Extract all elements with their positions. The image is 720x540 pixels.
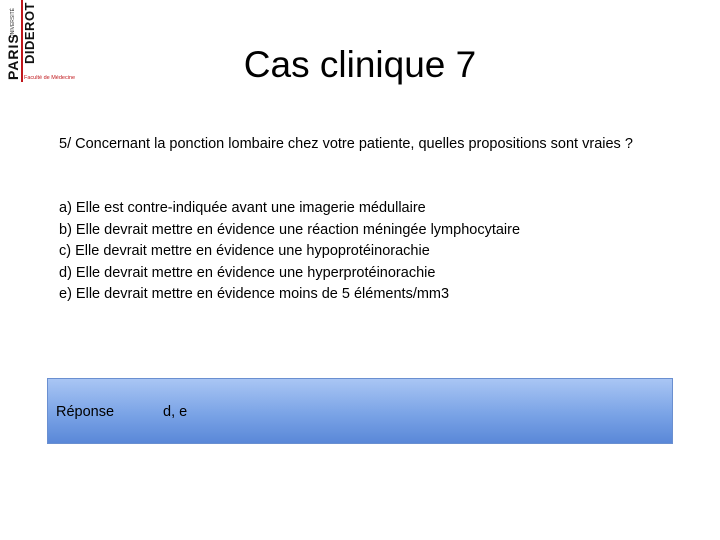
- option-e: e) Elle devrait mettre en évidence moins de 5 éléments/mm3: [59, 286, 450, 302]
- paris-diderot-logo: [2, 0, 82, 86]
- logo-word-paris: PARIS: [5, 33, 21, 80]
- answer-label: Réponse: [56, 404, 115, 420]
- question-line: 5/ Concernant la ponction lombaire chez votre patiente, quelles propositions sont vraies ?: [59, 136, 633, 152]
- question-text: [59, 134, 679, 154]
- logo-word-diderot: DIDEROT: [22, 2, 37, 64]
- option-a: a) Elle est contre-indiquée avant une imagerie médullaire: [59, 200, 426, 216]
- option-d: d) Elle devrait mettre en évidence une hyperprotéinorachie: [59, 264, 436, 281]
- option-b: b) Elle devrait mettre en évidence une réaction méningée lymphocytaire: [59, 221, 521, 238]
- answer-value: d, e: [163, 404, 188, 420]
- logo-graphic: [2, 0, 82, 86]
- logo-small-vertical: UNIVERSITÉ: [10, 7, 16, 38]
- slide-title: Cas clinique 7: [243, 44, 477, 85]
- logo-faculty: Faculté de Médecine: [24, 75, 76, 81]
- options-list: [59, 198, 679, 306]
- option-c: c) Elle devrait mettre en évidence une hypoprotéinorachie: [59, 243, 430, 259]
- answer-box: [47, 378, 673, 444]
